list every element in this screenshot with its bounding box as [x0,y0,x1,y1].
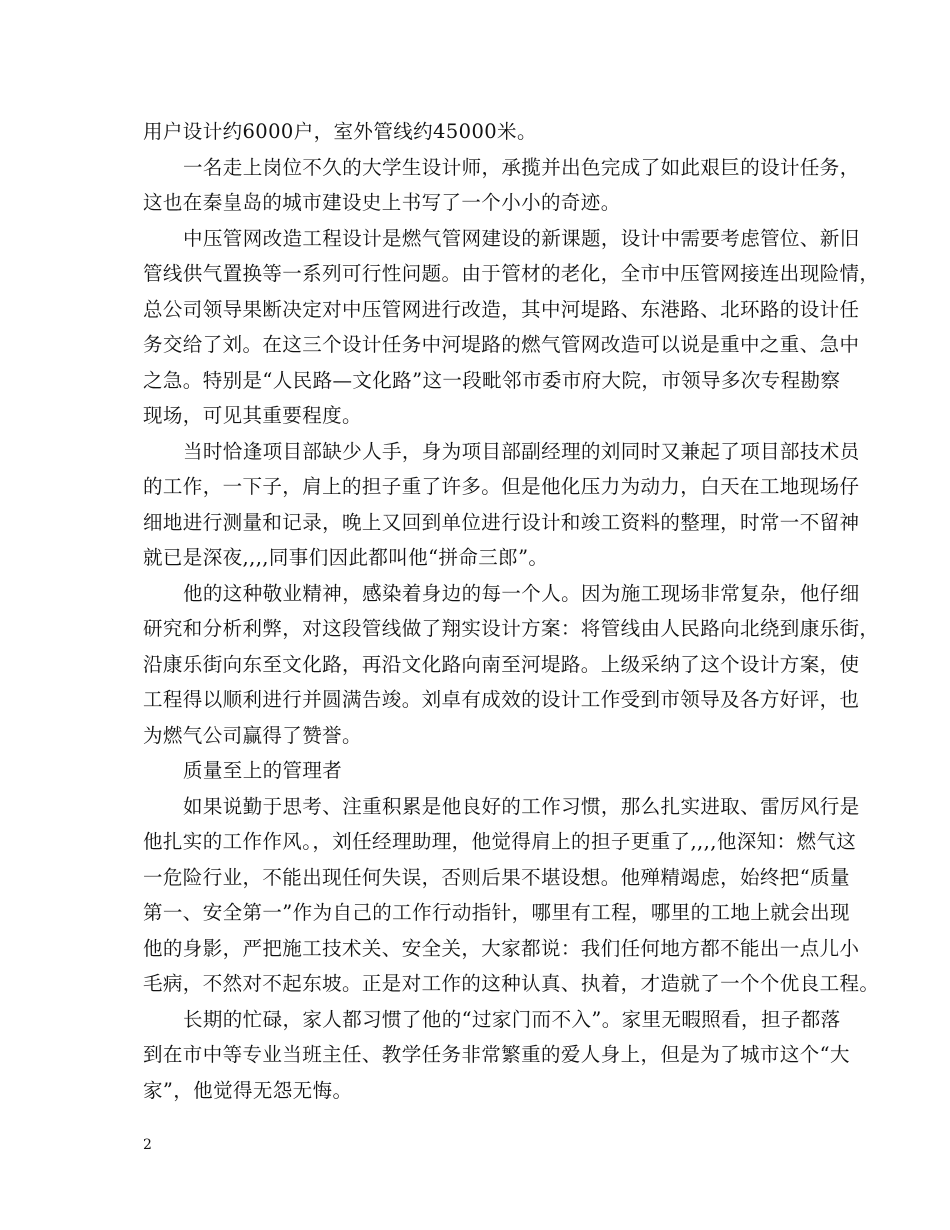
paragraph-first-line: 他的这种敬业精神，感染着身边的每一个人。因为施工现场非常复杂，他仔细 [183,581,860,605]
text-line: 一危险行业，不能出现任何失误，否则后果不堪设想。他殚精竭虑，始终把“质量 [143,865,850,889]
body-text [143,114,880,1108]
text-line: 的工作，一下子，肩上的担子重了许多。但是他化压力为动力，白天在工地现场仔 [143,475,860,498]
text-line: 毛病，不然对不起东坡。正是对工作的这种认真、执着，才造就了一个个优良工程。 [143,972,880,995]
page-number: 2 [143,1137,152,1153]
text-line: 总公司领导果断决定对中压管网进行改造，其中河堤路、东港路、北环路的设计任 [143,297,860,321]
text-line: 管线供气置换等一系列可行性问题。由于管材的老化，全市中压管网接连出现险情， [143,262,880,285]
text-line: 之急。特别是“人民路—文化路”这一段毗邻市委市府大院，市领导多次专程勘察 [143,368,841,392]
text-line: 务交给了刘。在这三个设计任务中河堤路的燃气管网改造可以说是重中之重、急中 [143,333,860,356]
text-line: 到在市中等专业当班主任、教学任务非常繁重的爱人身上，但是为了城市这个“大 [143,1043,850,1066]
text-line: 他的身影，严把施工技术关、安全关，大家都说：我们任何地方都不能出一点儿小 [143,936,860,960]
text-line: 第一、安全第一”作为自己的工作行动指针，哪里有工程，哪里的工地上就会出现 [143,901,850,924]
text-line: 细地进行测量和记录，晚上又回到单位进行设计和竣工资料的整理，时常一不留神 [143,510,860,534]
text-line: 现场，可见其重要程度。 [143,404,362,427]
section-heading: 质量至上的管理者 [183,759,343,782]
text-line: 就已是深夜,,,,同事们因此都叫他“拼命三郎”。 [143,546,549,569]
text-line: 工程得以顺利进行并圆满告竣。刘卓有成效的设计工作受到市领导及各方好评，也 [143,688,860,711]
text-line: 他扎实的工作作风。，刘任经理助理，他觉得肩上的担子更重了,,,,他深知：燃气这 [143,830,857,853]
text-line: 这也在秦皇岛的城市建设史上书写了一个小小的奇迹。 [143,191,621,214]
paragraph-first-line: 当时恰逢项目部缺少人手，身为项目部副经理的刘同时又兼起了项目部技术员 [183,439,860,463]
paragraph-first-line: 长期的忙碌，家人都习惯了他的“过家门而不入”。家里无暇照看，担子都落 [183,1007,841,1031]
text-line: 沿康乐街向东至文化路，再沿文化路向南至河堤路。上级采纳了这个设计方案，使 [143,652,860,676]
text-line: 为燃气公司赢得了赞誉。 [143,723,362,747]
text-line: 研究和分析利弊，对这段管线做了翔实设计方案：将管线由人民路向北绕到康乐街， [143,617,880,640]
text-line: 用户设计约6000户，室外管线约45000米。 [143,120,537,143]
paragraph-first-line: 一名走上岗位不久的大学生设计师，承揽并出色完成了如此艰巨的设计任务， [183,155,860,179]
paragraph-first-line: 中压管网改造工程设计是燃气管网建设的新课题，设计中需要考虑管位、新旧 [183,226,860,250]
text-line: 家”，他觉得无怨无悔。 [143,1078,353,1102]
paragraph-first-line: 如果说勤于思考、注重积累是他良好的工作习惯，那么扎实进取、雷厉风行是 [183,794,860,818]
